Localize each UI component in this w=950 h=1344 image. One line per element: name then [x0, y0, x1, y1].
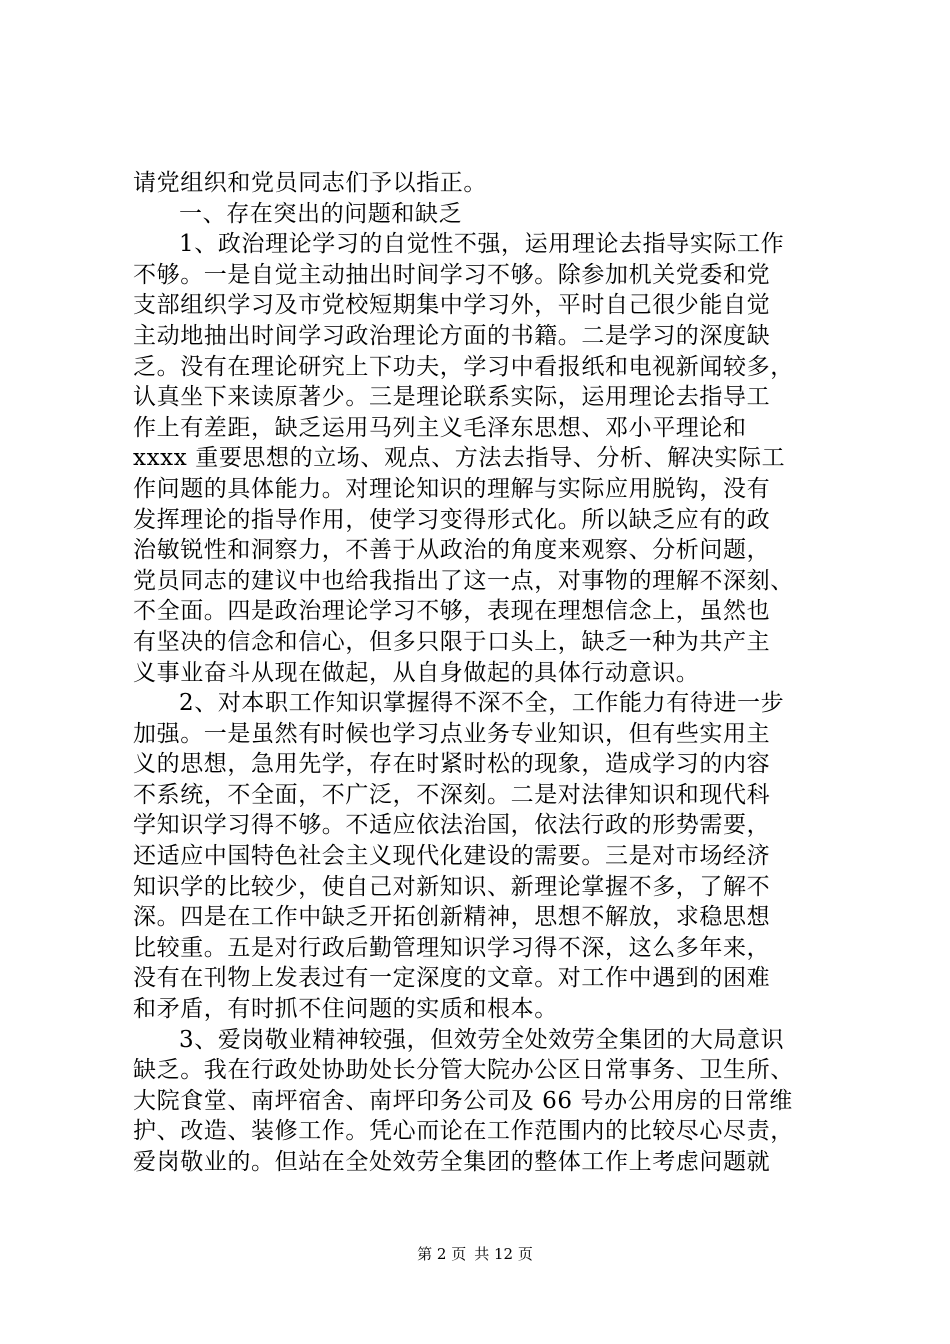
text-line: 作上有差距，缺乏运用马列主义毛泽东思想、邓小平理论和 [133, 414, 747, 441]
text-line: 大院食堂、南坪宿舍、南坪印务公司及 66 号办公用房的日常维 [133, 1087, 793, 1114]
text-line: 义事业奋斗从现在做起，从自身做起的具体行动意识。 [133, 659, 700, 686]
text-line: 乏。没有在理论研究上下功夫，学习中看报纸和电视新闻较多， [133, 353, 794, 380]
page-footer [0, 1244, 950, 1264]
text-line: 不够。一是自觉主动抽出时间学习不够。除参加机关党委和党 [133, 261, 771, 288]
text-line: 缺乏。我在行政处协助处长分管大院办公区日常事务、卫生所、 [133, 1057, 794, 1084]
text-line: 和矛盾，有时抓不住问题的实质和根本。 [133, 996, 558, 1023]
text-line: 加强。一是虽然有时候也学习点业务专业知识，但有些实用主 [133, 720, 771, 747]
text-line: 主动地抽出时间学习政治理论方面的书籍。二是学习的深度缺 [133, 322, 771, 349]
text-line: 爱岗敬业的。但站在全处效劳全集团的整体工作上考虑问题就 [133, 1149, 771, 1175]
text-line: 一、存在突出的问题和缺乏 [179, 200, 463, 227]
text-line: 深。四是在工作中缺乏开拓创新精神，思想不解放，求稳思想 [133, 904, 771, 931]
text-line: 有坚决的信念和信心，但多只限于口头上，缺乏一种为共产主 [133, 628, 771, 655]
text-line: 治敏锐性和洞察力，不善于从政治的角度来观察、分析问题， [133, 537, 771, 564]
text-line: 比较重。五是对行政后勤管理知识学习得不深，这么多年来， [133, 934, 771, 961]
text-line: 不全面。四是政治理论学习不够，表现在理想信念上，虽然也 [133, 598, 771, 625]
page-number: 第 2 页 [417, 1245, 467, 1263]
text-line: 发挥理论的指导作用，使学习变得形式化。所以缺乏应有的政 [133, 506, 771, 533]
text-line: 护、改造、装修工作。凭心而论在工作范围内的比较尽心尽责， [133, 1118, 794, 1145]
page-total: 共 12 页 [474, 1245, 533, 1263]
text-line: 认真坐下来读原著少。三是理论联系实际，运用理论去指导工 [133, 384, 771, 411]
text-line: 没有在刊物上发表过有一定深度的文章。对工作中遇到的困难 [133, 965, 771, 992]
text-line: 支部组织学习及市党校短期集中学习外，平时自己很少能自觉 [133, 292, 771, 319]
text-line: 3、爱岗敬业精神较强，但效劳全处效劳全集团的大局意识 [179, 1026, 785, 1053]
text-line: 请党组织和党员同志们予以指正。 [133, 170, 487, 196]
text-line: 党员同志的建议中也给我指出了这一点，对事物的理解不深刻、 [133, 567, 794, 594]
text-line: 1、政治理论学习的自觉性不强，运用理论去指导实际工作 [179, 231, 785, 258]
text-line: 学知识学习得不够。不适应依法治国，依法行政的形势需要， [133, 812, 771, 839]
text-line: 2、对本职工作知识掌握得不深不全，工作能力有待进一步 [179, 690, 785, 717]
text-line: 作问题的具体能力。对理论知识的理解与实际应用脱钩，没有 [133, 475, 771, 502]
text-line: 知识学的比较少，使自己对新知识、新理论掌握不多，了解不 [133, 873, 771, 900]
text-line: 还适应中国特色社会主义现代化建设的需要。三是对市场经济 [133, 843, 771, 870]
text-line: xxxx 重要思想的立场、观点、方法去指导、分析、解决实际工 [133, 445, 786, 472]
text-line: 不系统，不全面，不广泛，不深刻。二是对法律知识和现代科 [133, 781, 771, 808]
text-line: 义的思想，急用先学，存在时紧时松的现象，造成学习的内容 [133, 751, 771, 778]
document-body [133, 168, 833, 1178]
